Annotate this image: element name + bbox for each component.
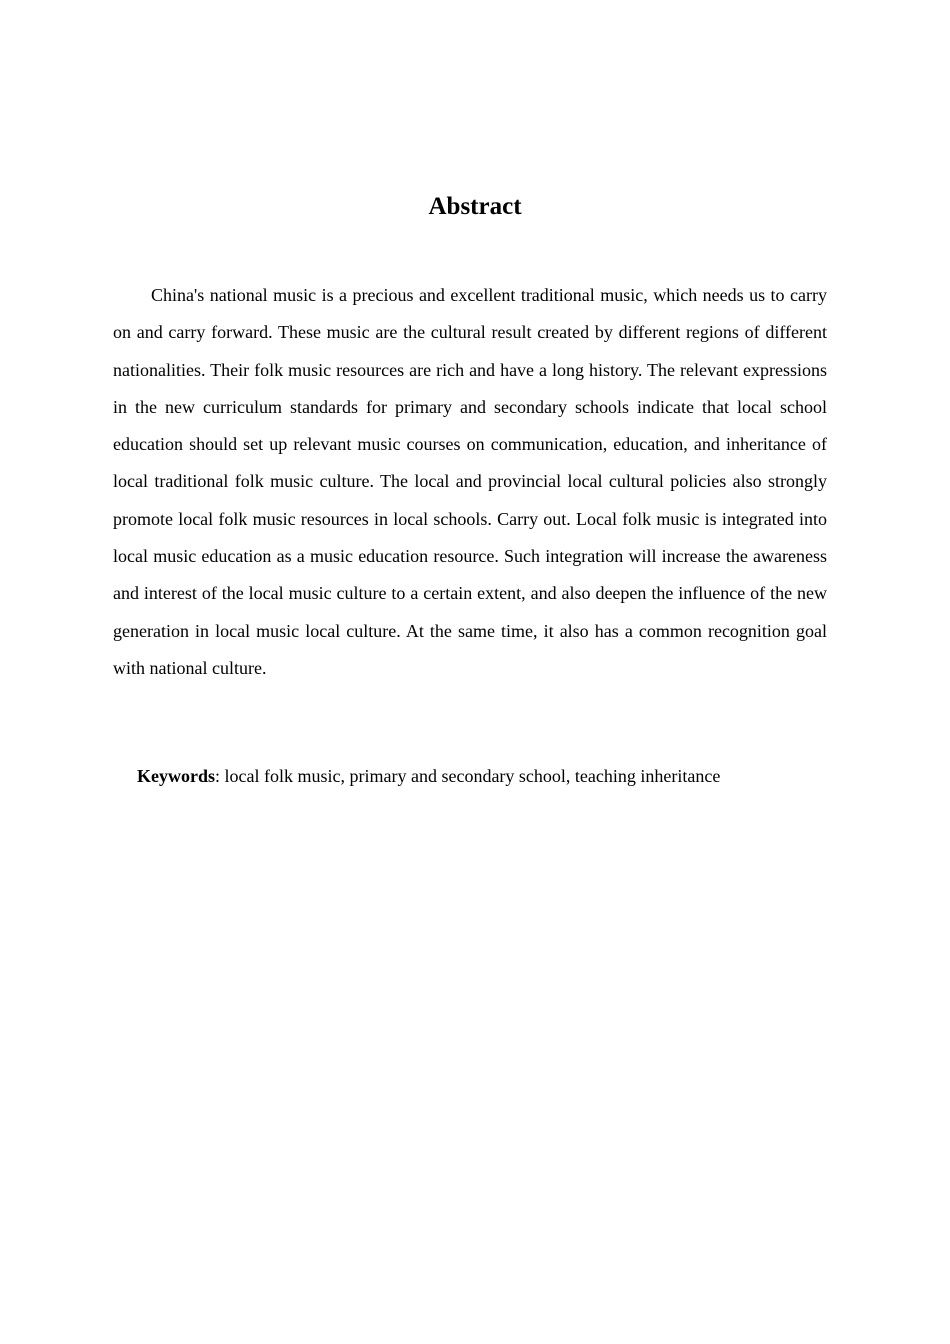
- keywords-list: local folk music, primary and secondary school, teaching inheritance: [224, 766, 721, 786]
- keywords-line: [137, 759, 837, 793]
- abstract-paragraph: China's national music is a precious and excellent traditional music, which needs us to carry on and carry forward. These music are the cultural result created by different regions of different nationalities. Their folk music resources are rich and have a long history. The relevant expressions in the new curriculum standards for primary and secondary schools indicate that local school education should set up relevant music courses on communication, education, and inheritance of local traditional folk music culture. The local and provincial local cultural policies also strongly promote local folk music resources in local schools. Carry out. Local folk music is integrated into local music education as a music education resource. Such integration will increase the awareness and interest of the local music culture to a certain extent, and also deepen the influence of the new generation in local music local culture. At the same time, it also has a common recognition goal with national culture.: [113, 285, 827, 678]
- page-title: Abstract: [428, 193, 522, 220]
- keywords-label: Keywords: [137, 766, 215, 786]
- keywords-separator: :: [215, 766, 225, 786]
